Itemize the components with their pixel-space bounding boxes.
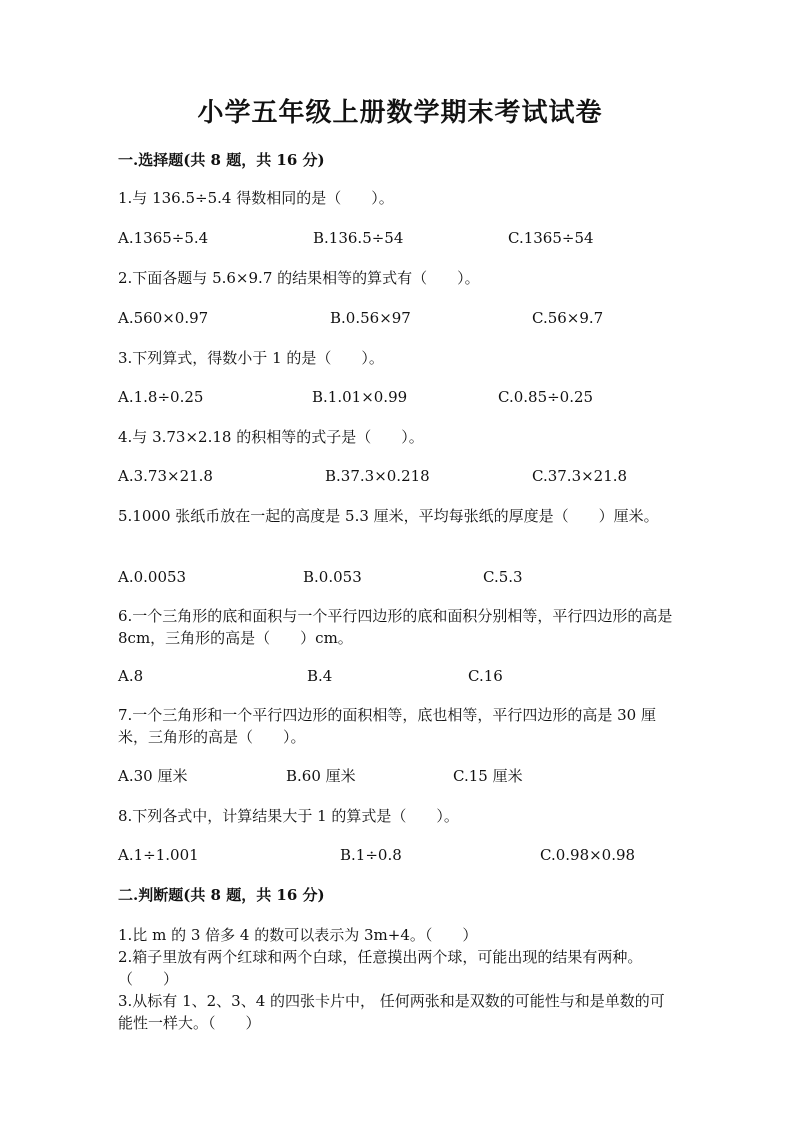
- option-c: C.5.3: [483, 568, 523, 586]
- option-c: C.15 厘米: [453, 767, 523, 785]
- option-c: C.16: [468, 667, 503, 685]
- judgement-question-1: 1.比 m 的 3 倍多 4 的数可以表示为 3m+4。（ ）: [118, 926, 478, 944]
- option-c: C.37.3×21.8: [532, 467, 628, 485]
- question-5: 5.1000 张纸币放在一起的高度是 5.3 厘米，平均每张纸的厚度是（ ）厘米。: [118, 507, 659, 525]
- option-b: B.60 厘米: [286, 767, 356, 785]
- question-1: 1.与 136.5÷5.4 得数相同的是（ ）。: [118, 189, 394, 207]
- option-b: B.1.01×0.99: [312, 388, 408, 406]
- option-b: B.4: [307, 667, 333, 685]
- option-a: A.1÷1.001: [118, 846, 199, 864]
- question-2: 2.下面各题与 5.6×9.7 的结果相等的算式有（ ）。: [118, 269, 480, 287]
- option-a: A.3.73×21.8: [118, 467, 213, 485]
- section-heading-judgement: 二.判断题(共 8 题，共 16 分): [118, 886, 325, 904]
- option-a: A.560×0.97: [118, 309, 209, 327]
- section-heading-choice: 一.选择题(共 8 题，共 16 分): [118, 151, 325, 169]
- option-b: B.1÷0.8: [340, 846, 402, 864]
- judgement-question-3: 3.从标有 1、2、3、4 的四张卡片中， 任何两张和是双数的可能性与和是单数的可能性一样大。（ ）: [118, 992, 665, 1032]
- question-6: 6.一个三角形的底和面积与一个平行四边形的底和面积分别相等，平行四边形的高是 8cm，三角形的高是（ ）cm。: [118, 607, 673, 647]
- question-4: 4.与 3.73×2.18 的积相等的式子是（ ）。: [118, 428, 424, 446]
- option-b: B.0.56×97: [330, 309, 411, 327]
- option-c: C.0.85÷0.25: [498, 388, 594, 406]
- option-b: B.37.3×0.218: [325, 467, 430, 485]
- option-a: A.1.8÷0.25: [118, 388, 204, 406]
- question-8: 8.下列各式中，计算结果大于 1 的算式是（ ）。: [118, 807, 459, 825]
- option-c: C.0.98×0.98: [540, 846, 636, 864]
- page-title: 小学五年级上册数学期末考试试卷: [197, 98, 603, 128]
- option-a: A.8: [118, 667, 144, 685]
- question-3: 3.下列算式，得数小于 1 的是（ ）。: [118, 349, 384, 367]
- option-a: A.0.0053: [118, 568, 187, 586]
- option-a: A.1365÷5.4: [118, 229, 209, 247]
- option-b: B.136.5÷54: [313, 229, 404, 247]
- judgement-question-2: 2.箱子里放有两个红球和两个白球，任意摸出两个球，可能出现的结果有两种。（ ）: [118, 948, 643, 988]
- option-c: C.56×9.7: [532, 309, 604, 327]
- question-7: 7.一个三角形和一个平行四边形的面积相等，底也相等，平行四边形的高是 30 厘米，三角形的高是（ ）。: [118, 706, 656, 746]
- option-a: A.30 厘米: [118, 767, 188, 785]
- option-c: C.1365÷54: [508, 229, 594, 247]
- option-b: B.0.053: [303, 568, 362, 586]
